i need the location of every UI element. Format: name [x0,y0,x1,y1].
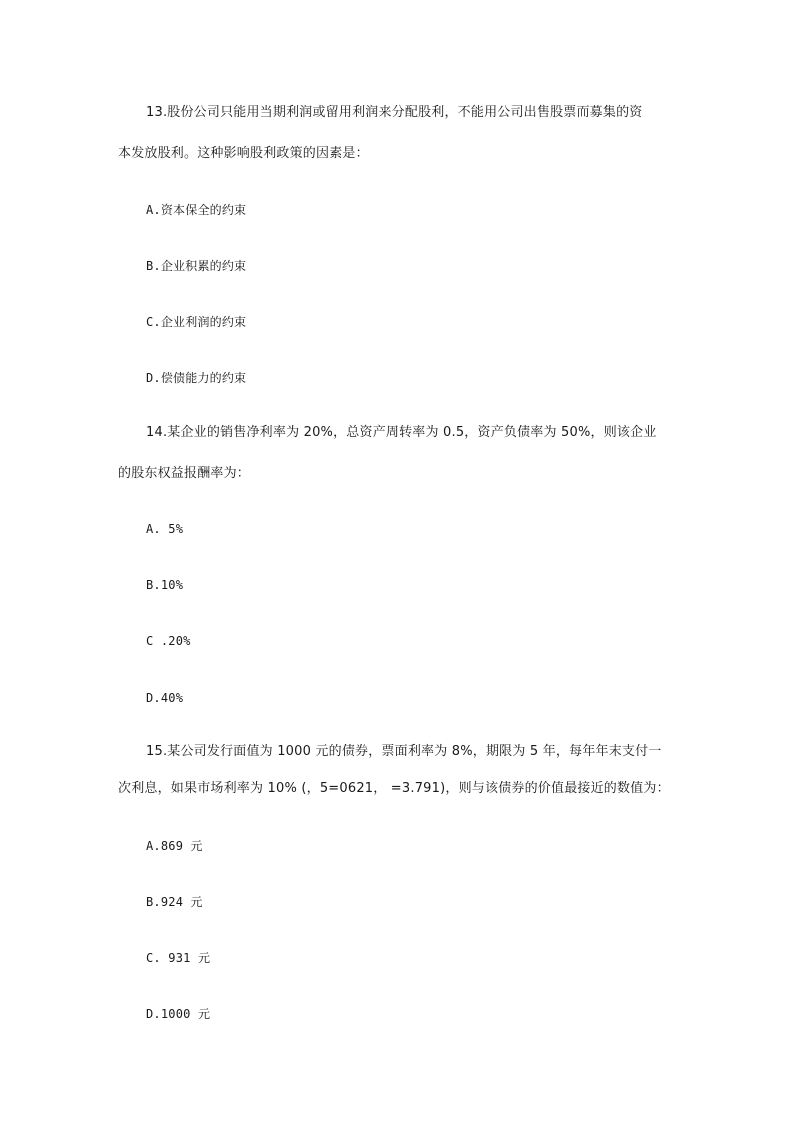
question-13-option-c: C.企业利润的约束 [146,315,247,329]
question-13-option-a: A.资本保全的约束 [146,203,247,217]
question-15-option-d: D.1000 元 [146,1007,211,1021]
question-14-text-line-1: 14.某企业的销售净利率为 20%，总资产周转率为 0.5，资产负债率为 50%，则该企业 [146,425,657,440]
question-15-option-a: A.869 元 [146,839,203,853]
question-14-text-line-2: 的股东权益报酬率为： [118,466,251,481]
question-14-option-c: C .20% [146,634,191,648]
question-15-text-line-1: 15.某公司发行面值为 1000 元的债券，票面利率为 8%，期限为 5 年，每年年末支付一 [146,744,662,759]
question-13-option-b: B.企业积累的约束 [146,259,247,273]
question-15-option-c: C. 931 元 [146,951,211,965]
question-14-option-a: A. 5% [146,522,184,536]
question-13-option-d: D.偿债能力的约束 [146,371,247,385]
question-14-option-b: B.10% [146,578,184,592]
question-14-option-d: D.40% [146,691,184,705]
question-15-text-line-2: 次利息，如果市场利率为 10% (，5=0621， =3.791)，则与该债券的价值最接近的数值为： [118,781,670,796]
question-15-option-b: B.924 元 [146,895,203,909]
question-13-text-line-1: 13.股份公司只能用当期利润或留用利润来分配股利，不能用公司出售股票而募集的资 [146,105,643,120]
question-13-text-line-2: 本发放股利。这种影响股利政策的因素是： [118,146,369,161]
